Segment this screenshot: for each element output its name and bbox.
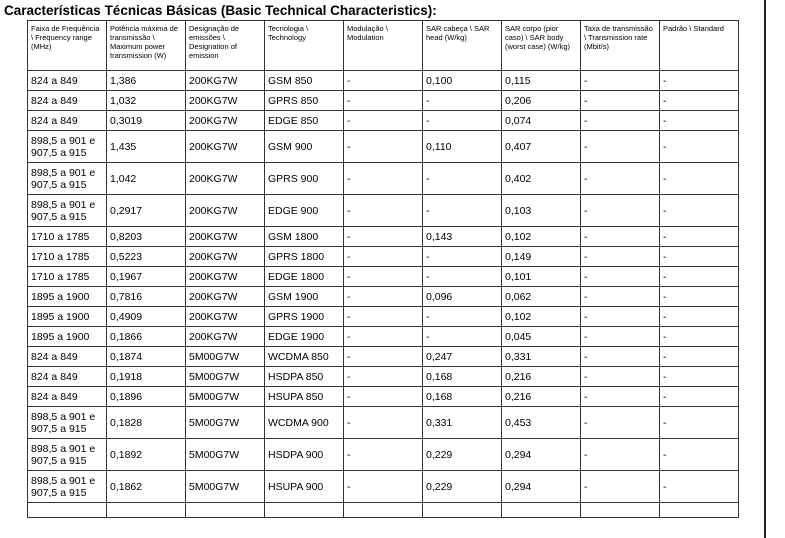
cell-sar-body: 0,101 xyxy=(502,267,581,287)
cell-frequency: 898,5 a 901 e 907,5 a 915 xyxy=(28,131,107,163)
cell-transmission-rate: - xyxy=(581,247,660,267)
cell-sar-body: 0,074 xyxy=(502,111,581,131)
cell-empty xyxy=(265,503,344,518)
cell-modulation: - xyxy=(344,287,423,307)
cell-transmission-rate: - xyxy=(581,439,660,471)
cell-technology: GSM 900 xyxy=(265,131,344,163)
cell-transmission-rate: - xyxy=(581,407,660,439)
cell-sar-head: 0,331 xyxy=(423,407,502,439)
cell-standard: - xyxy=(660,407,739,439)
cell-standard: - xyxy=(660,163,739,195)
cell-sar-body: 0,103 xyxy=(502,195,581,227)
cell-sar-body: 0,206 xyxy=(502,91,581,111)
cell-power: 0,3019 xyxy=(107,111,186,131)
cell-sar-head: - xyxy=(423,247,502,267)
cell-modulation: - xyxy=(344,131,423,163)
cell-transmission-rate: - xyxy=(581,131,660,163)
cell-power: 1,435 xyxy=(107,131,186,163)
table-row xyxy=(28,111,739,131)
cell-technology: EDGE 1900 xyxy=(265,327,344,347)
cell-sar-head: 0,168 xyxy=(423,367,502,387)
cell-emission: 200KG7W xyxy=(186,267,265,287)
col-header-sar-body: SAR corpo (pior caso) \ SAR body (worst case) (W/kg) xyxy=(502,21,581,71)
cell-sar-head: 0,247 xyxy=(423,347,502,367)
cell-standard: - xyxy=(660,267,739,287)
cell-transmission-rate: - xyxy=(581,267,660,287)
table-row xyxy=(28,227,739,247)
cell-sar-body: 0,102 xyxy=(502,307,581,327)
cell-emission: 200KG7W xyxy=(186,327,265,347)
cell-technology: HSUPA 850 xyxy=(265,387,344,407)
cell-modulation: - xyxy=(344,247,423,267)
cell-frequency: 1895 a 1900 xyxy=(28,327,107,347)
table-row xyxy=(28,347,739,367)
cell-sar-head: - xyxy=(423,327,502,347)
cell-emission: 5M00G7W xyxy=(186,347,265,367)
cell-sar-head: - xyxy=(423,91,502,111)
cell-standard: - xyxy=(660,111,739,131)
cell-empty xyxy=(107,503,186,518)
cell-technology: WCDMA 900 xyxy=(265,407,344,439)
cell-frequency: 898,5 a 901 e 907,5 a 915 xyxy=(28,471,107,503)
cell-power: 1,386 xyxy=(107,71,186,91)
cell-standard: - xyxy=(660,227,739,247)
cell-frequency: 1895 a 1900 xyxy=(28,287,107,307)
table-row xyxy=(28,387,739,407)
cell-frequency: 824 a 849 xyxy=(28,71,107,91)
cell-sar-head: 0,229 xyxy=(423,471,502,503)
cell-emission: 200KG7W xyxy=(186,247,265,267)
cell-standard: - xyxy=(660,439,739,471)
cell-transmission-rate: - xyxy=(581,71,660,91)
cell-empty xyxy=(502,503,581,518)
table-row xyxy=(28,91,739,111)
cell-standard: - xyxy=(660,307,739,327)
col-header-standard: Padrão \ Standard xyxy=(660,21,739,71)
cell-sar-body: 0,216 xyxy=(502,367,581,387)
cell-standard: - xyxy=(660,71,739,91)
cell-transmission-rate: - xyxy=(581,287,660,307)
cell-transmission-rate: - xyxy=(581,327,660,347)
cell-technology: GSM 850 xyxy=(265,71,344,91)
table-row xyxy=(28,71,739,91)
cell-transmission-rate: - xyxy=(581,227,660,247)
col-header-sar-head: SAR cabeça \ SAR head (W/kg) xyxy=(423,21,502,71)
cell-power: 0,1896 xyxy=(107,387,186,407)
cell-modulation: - xyxy=(344,439,423,471)
table-row xyxy=(28,195,739,227)
section-title: Características Técnicas Básicas (Basic Technical Characteristics): xyxy=(4,3,437,18)
cell-emission: 5M00G7W xyxy=(186,407,265,439)
cell-standard: - xyxy=(660,347,739,367)
cell-standard: - xyxy=(660,367,739,387)
table-row xyxy=(28,327,739,347)
cell-power: 0,1862 xyxy=(107,471,186,503)
table-row xyxy=(28,163,739,195)
table-body xyxy=(28,71,739,518)
cell-sar-head: - xyxy=(423,111,502,131)
cell-frequency: 824 a 849 xyxy=(28,347,107,367)
cell-emission: 200KG7W xyxy=(186,131,265,163)
cell-sar-head: 0,229 xyxy=(423,439,502,471)
table-row xyxy=(28,247,739,267)
cell-modulation: - xyxy=(344,307,423,327)
cell-frequency: 898,5 a 901 e 907,5 a 915 xyxy=(28,407,107,439)
cell-power: 0,5223 xyxy=(107,247,186,267)
cell-sar-body: 0,045 xyxy=(502,327,581,347)
cell-empty xyxy=(344,503,423,518)
cell-power: 0,1967 xyxy=(107,267,186,287)
cell-emission: 200KG7W xyxy=(186,227,265,247)
col-header-emission: Designação de emissões \ Designation of emission xyxy=(186,21,265,71)
cell-modulation: - xyxy=(344,111,423,131)
cell-modulation: - xyxy=(344,267,423,287)
cell-transmission-rate: - xyxy=(581,111,660,131)
cell-modulation: - xyxy=(344,471,423,503)
cell-modulation: - xyxy=(344,407,423,439)
table-row xyxy=(28,439,739,471)
cell-technology: GPRS 850 xyxy=(265,91,344,111)
cell-technology: GPRS 900 xyxy=(265,163,344,195)
cell-technology: HSUPA 900 xyxy=(265,471,344,503)
page-edge-rule xyxy=(764,0,766,538)
table-row xyxy=(28,471,739,503)
cell-emission: 200KG7W xyxy=(186,91,265,111)
cell-transmission-rate: - xyxy=(581,347,660,367)
cell-sar-body: 0,115 xyxy=(502,71,581,91)
cell-frequency: 898,5 a 901 e 907,5 a 915 xyxy=(28,163,107,195)
cell-transmission-rate: - xyxy=(581,471,660,503)
cell-standard: - xyxy=(660,387,739,407)
technical-characteristics-table xyxy=(27,20,739,518)
cell-empty xyxy=(186,503,265,518)
cell-sar-head: 0,096 xyxy=(423,287,502,307)
cell-sar-head: - xyxy=(423,307,502,327)
table-row xyxy=(28,287,739,307)
cell-standard: - xyxy=(660,327,739,347)
col-header-modulation: Modulação \ Modulation xyxy=(344,21,423,71)
cell-technology: WCDMA 850 xyxy=(265,347,344,367)
cell-power: 0,2917 xyxy=(107,195,186,227)
cell-technology: GPRS 1800 xyxy=(265,247,344,267)
cell-sar-body: 0,453 xyxy=(502,407,581,439)
cell-transmission-rate: - xyxy=(581,307,660,327)
cell-frequency: 1710 a 1785 xyxy=(28,227,107,247)
cell-technology: HSDPA 850 xyxy=(265,367,344,387)
cell-frequency: 824 a 849 xyxy=(28,111,107,131)
cell-transmission-rate: - xyxy=(581,387,660,407)
cell-frequency: 1710 a 1785 xyxy=(28,247,107,267)
cell-technology: HSDPA 900 xyxy=(265,439,344,471)
cell-emission: 5M00G7W xyxy=(186,471,265,503)
cell-emission: 200KG7W xyxy=(186,71,265,91)
cell-sar-body: 0,062 xyxy=(502,287,581,307)
cell-empty xyxy=(28,503,107,518)
cell-power: 0,7816 xyxy=(107,287,186,307)
table-row-cut-off xyxy=(28,503,739,518)
cell-sar-head: 0,168 xyxy=(423,387,502,407)
cell-frequency: 824 a 849 xyxy=(28,91,107,111)
cell-power: 0,1918 xyxy=(107,367,186,387)
cell-modulation: - xyxy=(344,227,423,247)
cell-technology: GSM 1800 xyxy=(265,227,344,247)
cell-sar-body: 0,216 xyxy=(502,387,581,407)
cell-standard: - xyxy=(660,91,739,111)
cell-transmission-rate: - xyxy=(581,163,660,195)
cell-sar-body: 0,294 xyxy=(502,439,581,471)
cell-technology: EDGE 900 xyxy=(265,195,344,227)
cell-emission: 200KG7W xyxy=(186,163,265,195)
cell-power: 0,1892 xyxy=(107,439,186,471)
table-row xyxy=(28,307,739,327)
cell-power: 1,032 xyxy=(107,91,186,111)
cell-power: 0,1866 xyxy=(107,327,186,347)
cell-standard: - xyxy=(660,471,739,503)
cell-emission: 200KG7W xyxy=(186,195,265,227)
cell-modulation: - xyxy=(344,91,423,111)
cell-emission: 5M00G7W xyxy=(186,439,265,471)
cell-sar-body: 0,402 xyxy=(502,163,581,195)
cell-sar-body: 0,102 xyxy=(502,227,581,247)
cell-frequency: 1710 a 1785 xyxy=(28,267,107,287)
cell-power: 0,1874 xyxy=(107,347,186,367)
table-row xyxy=(28,267,739,287)
cell-modulation: - xyxy=(344,347,423,367)
cell-emission: 5M00G7W xyxy=(186,367,265,387)
table-row xyxy=(28,367,739,387)
col-header-power: Potência máxima de transmissão \ Maximum power transmission (W) xyxy=(107,21,186,71)
cell-frequency: 898,5 a 901 e 907,5 a 915 xyxy=(28,439,107,471)
cell-empty xyxy=(423,503,502,518)
cell-transmission-rate: - xyxy=(581,91,660,111)
cell-technology: GSM 1900 xyxy=(265,287,344,307)
cell-transmission-rate: - xyxy=(581,195,660,227)
cell-frequency: 824 a 849 xyxy=(28,367,107,387)
cell-emission: 200KG7W xyxy=(186,307,265,327)
table-header-row xyxy=(28,21,739,71)
cell-power: 1,042 xyxy=(107,163,186,195)
cell-frequency: 898,5 a 901 e 907,5 a 915 xyxy=(28,195,107,227)
cell-emission: 5M00G7W xyxy=(186,387,265,407)
cell-standard: - xyxy=(660,195,739,227)
cell-modulation: - xyxy=(344,163,423,195)
cell-sar-head: 0,143 xyxy=(423,227,502,247)
cell-power: 0,1828 xyxy=(107,407,186,439)
cell-power: 0,4909 xyxy=(107,307,186,327)
cell-modulation: - xyxy=(344,387,423,407)
cell-sar-head: 0,100 xyxy=(423,71,502,91)
cell-sar-body: 0,331 xyxy=(502,347,581,367)
cell-power: 0,8203 xyxy=(107,227,186,247)
cell-modulation: - xyxy=(344,71,423,91)
cell-technology: GPRS 1900 xyxy=(265,307,344,327)
cell-sar-body: 0,149 xyxy=(502,247,581,267)
cell-sar-head: 0,110 xyxy=(423,131,502,163)
col-header-technology: Tecnologia \ Technology xyxy=(265,21,344,71)
col-header-frequency: Faixa de Frequência \ Frequency range (MHz) xyxy=(28,21,107,71)
cell-standard: - xyxy=(660,247,739,267)
cell-technology: EDGE 1800 xyxy=(265,267,344,287)
cell-standard: - xyxy=(660,287,739,307)
cell-modulation: - xyxy=(344,195,423,227)
cell-emission: 200KG7W xyxy=(186,287,265,307)
table-row xyxy=(28,407,739,439)
cell-empty xyxy=(581,503,660,518)
cell-sar-body: 0,294 xyxy=(502,471,581,503)
cell-sar-head: - xyxy=(423,267,502,287)
cell-transmission-rate: - xyxy=(581,367,660,387)
cell-emission: 200KG7W xyxy=(186,111,265,131)
cell-sar-head: - xyxy=(423,163,502,195)
cell-modulation: - xyxy=(344,327,423,347)
cell-sar-body: 0,407 xyxy=(502,131,581,163)
cell-empty xyxy=(660,503,739,518)
cell-sar-head: - xyxy=(423,195,502,227)
cell-frequency: 824 a 849 xyxy=(28,387,107,407)
cell-standard: - xyxy=(660,131,739,163)
cell-modulation: - xyxy=(344,367,423,387)
cell-frequency: 1895 a 1900 xyxy=(28,307,107,327)
table-row xyxy=(28,131,739,163)
cell-technology: EDGE 850 xyxy=(265,111,344,131)
col-header-transmission-rate: Taxa de transmissão \ Transmission rate (Mbit/s) xyxy=(581,21,660,71)
